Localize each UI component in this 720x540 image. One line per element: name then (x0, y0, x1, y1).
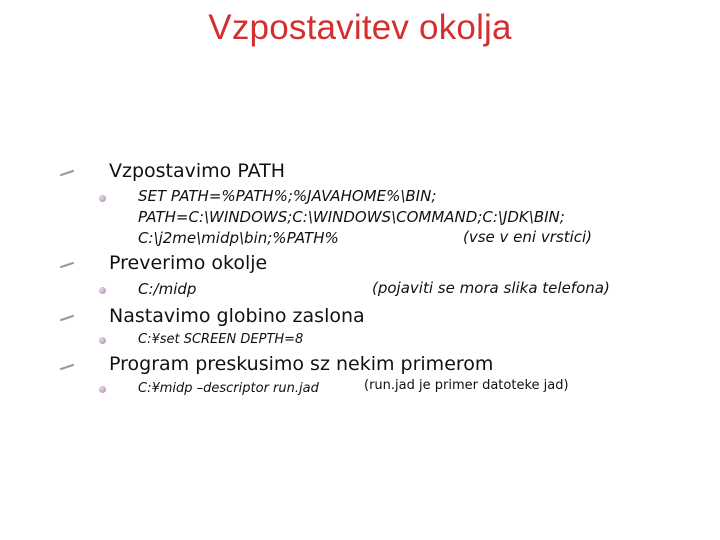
item-program-preskusimo: Program preskusimo sz nekim primerom (109, 353, 494, 375)
dash-bullet-icon (60, 364, 74, 370)
run-jad-command: C:¥midp –descriptor run.jad (138, 381, 319, 396)
item-vzpostavimo-path: Vzpostavimo PATH (109, 160, 286, 182)
dash-bullet-icon (60, 315, 74, 321)
screen-depth-command: C:¥set SCREEN DEPTH=8 (138, 332, 304, 347)
slide-title: Vzpostavitev okolja (208, 8, 512, 47)
dash-bullet-icon (60, 170, 74, 176)
dot-bullet-icon (99, 287, 106, 294)
path-line-2: PATH=C:\WINDOWS;C:\WINDOWS\COMMAND;C:\JDK\BIN; (138, 208, 565, 226)
midp-note: (pojaviti se mora slika telefona) (372, 279, 610, 297)
midp-command: C:/midp (138, 280, 197, 298)
path-note: (vse v eni vrstici) (463, 228, 593, 246)
dot-bullet-icon (99, 386, 106, 393)
item-nastavimo-globino: Nastavimo globino zaslona (109, 305, 365, 327)
dash-bullet-icon (60, 262, 74, 268)
dot-bullet-icon (99, 337, 106, 344)
path-line-3: C:\j2me\midp\bin;%PATH% (138, 229, 339, 247)
item-preverimo-okolje: Preverimo okolje (109, 252, 268, 274)
dot-bullet-icon (99, 195, 106, 202)
path-line-1: SET PATH=%PATH%;%JAVAHOME%\BIN; (138, 187, 437, 205)
run-jad-note: (run.jad je primer datoteke jad) (364, 378, 569, 393)
